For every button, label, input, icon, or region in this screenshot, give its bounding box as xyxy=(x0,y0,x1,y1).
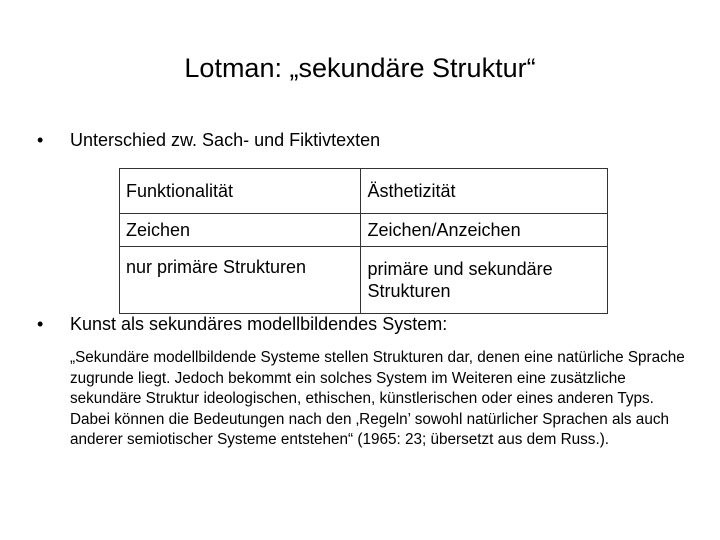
bullet-item xyxy=(37,128,380,152)
table-cell: Ästhetizität xyxy=(361,169,608,214)
comparison-table xyxy=(119,168,608,314)
table-row xyxy=(120,169,608,214)
table-row xyxy=(120,214,608,247)
bullet-item xyxy=(37,312,447,336)
table-cell: Funktionalität xyxy=(120,169,361,214)
table-row xyxy=(120,247,608,314)
bullet-text: Kunst als sekundäres modellbildendes System: xyxy=(70,314,448,334)
table-cell: Zeichen/Anzeichen xyxy=(361,214,608,247)
table-cell: nur primäre Strukturen xyxy=(120,247,361,314)
bullet-marker: • xyxy=(37,314,44,334)
quote-paragraph: „Sekundäre modellbildende Systeme stellen Strukturen dar, denen eine natürliche Sprache zugrunde liegt. Jedoch bekommt ein solches System im Weiteren eine zusätzliche sekundäre Struktur ideologischen, ethischen, künstlerischen oder eines anderen Typs. Dabei können die Bedeutungen nach den ‚Regeln’ sowohl natürlicher Sprachen als auch anderer semiotischer Systeme entstehen“ (1965: 23; übersetzt aus dem Russ.). xyxy=(70,349,685,448)
slide-title: Lotman: „sekundäre Struktur“ xyxy=(184,53,536,83)
bullet-marker: • xyxy=(37,130,44,150)
table-cell: Zeichen xyxy=(120,214,361,247)
bullet-text: Unterschied zw. Sach- und Fiktivtexten xyxy=(70,130,381,150)
table-cell: primäre und sekundäre Strukturen xyxy=(361,247,608,314)
